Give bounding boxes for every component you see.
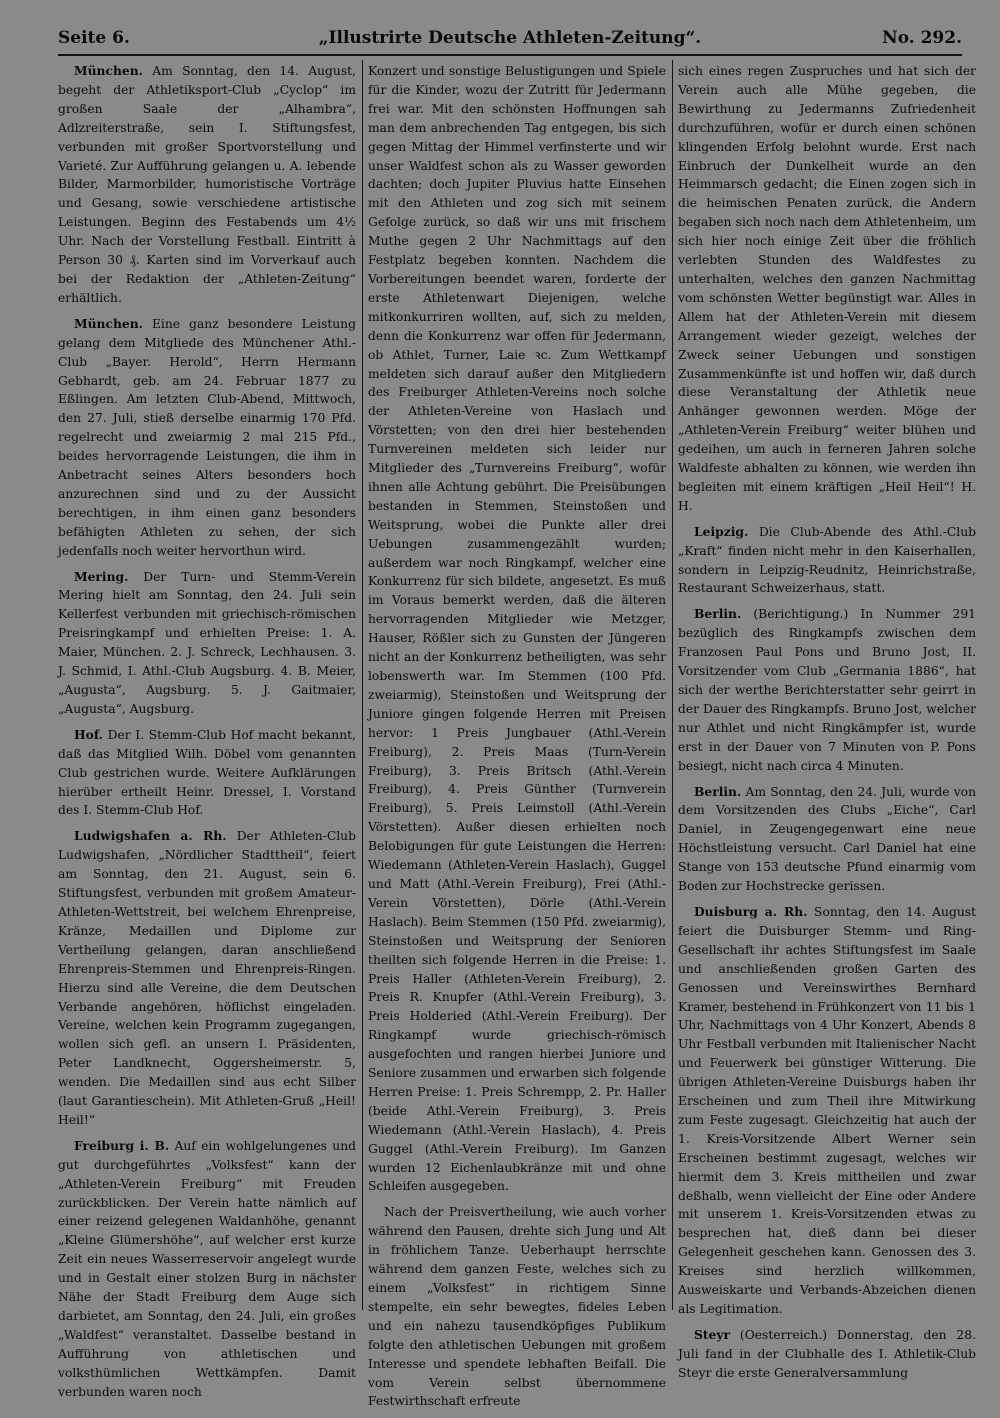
article-text: Der Athleten-Club Ludwigshafen, „Nördlicher Stadttheil“, feiert am Sonntag, den 21. August, sein 6. Stiftungsfest, verbunden mit großem Amateur-Athleten-Wettstreit, bei welchem Ehrenpreise, Kränze, Medaillen und Diplome zur Vertheilung gelangen, daran anschließend Ehrenpreis-Stemmen und Ehrenpreis-Ringen. Hierzu sind alle Vereine, die dem Deutschen Verbande angehören, höflichst eingeladen. Vereine, welchen kein Programm zugegangen, wollen sich gefl. an unsern I. Präsidenten, Peter Landknecht, Oggersheimerstr. 5, wenden. Die Medaillen sind aus echt Silber (laut Garantieschein). Mit Athleten-Gruß „Heil! Heil!“	[58, 829, 356, 1127]
article-heading: Leipzig.	[694, 523, 749, 539]
article-text: Nach der Preisvertheilung, wie auch vorher während den Pausen, drehte sich Jung und Alt in fröhlichem Tanze. Ueberhaupt herrschte während dem ganzen Feste, welches sich zu einem „Volksfest“ in richtigem Sinne stempelte, ein sehr bewegtes, fideles Leben und ein nahezu tausendköpfiges Publikum folgte den athletischen Uebungen mit großem Interesse und spendete lebhaften Beifall. Die vom Verein selbst übernommene Festwirthschaft erfreute	[368, 1205, 666, 1409]
issue-number: No. 292.	[882, 28, 962, 48]
article-heading: Freiburg i. B.	[74, 1137, 170, 1153]
article-heading: Ludwigshafen a. Rh.	[74, 828, 227, 844]
article	[678, 783, 976, 896]
article-continued	[678, 62, 976, 516]
header-rule	[58, 54, 962, 56]
article-heading: München.	[74, 63, 143, 78]
article-text: Am Sonntag, den 24. Juli, wurde von dem Vorsitzenden des Clubs „Eiche“, Carl Daniel, in Zeugengegenwart eine neue Höchstleistung versucht. Carl Daniel hat eine Stange von 153 deutsche Pfund einarmig vom Boden zur Hochstrecke gerissen.	[678, 784, 976, 894]
article-heading: Mering.	[74, 568, 129, 584]
column-3	[678, 62, 976, 1390]
article-text: Eine ganz besondere Leistung gelang dem Mitgliede des Münchener Athl.-Club „Bayer. Herold“, Herrn Hermann Gebhardt, geb. am 24. Februar 1877 zu Eßlingen. Am letzten Club-Abend, Mittwoch, den 27. Juli, stieß derselbe einarmig 170 Pfd. regelrecht und zweiarmig 2 mal 215 Pfd., beides hervorragende Leistungen, die ihm in Anbetracht seines Alters besonders hoch anzurechnen sind und zu der Aussicht berechtigen, in ihm einen ganz besonders befähigten Athleten zu sehen, der sich jedenfalls noch weiter hervorthun wird.	[58, 316, 356, 558]
column-divider	[362, 60, 363, 1310]
page-number: Seite 6.	[58, 28, 130, 48]
newspaper-title: „Illustrirte Deutsche Athleten-Zeitung“.	[318, 28, 702, 48]
article-text: Am Sonntag, den 14. August, begeht der Athletiksport-Club „Cyclop“ im großen Saale der „Alhambra“, Adlzreiterstraße, sein I. Stiftungsfest, verbunden mit großer Sportvorstellung und Varieté. Zur Aufführung gelangen u. A. lebende Bilder, Marmorbilder, humoristische Vorträge und Gesang, sowie verschiedene artistische Leistungen. Beginn des Festabends um 4½ Uhr. Nach der Vorstellung Festball. Eintritt à Person 30 ₰. Karten sind im Vorverkauf auch bei der Redaktion der „Athleten-Zeitung“ erhältlich.	[58, 64, 356, 305]
article-paragraph	[368, 1203, 666, 1411]
article	[58, 726, 356, 821]
article-heading: München.	[74, 315, 143, 331]
article	[58, 315, 356, 561]
article-text: Der I. Stemm-Club Hof macht bekannt, daß das Mitglied Wilh. Döbel vom genannten Club gestrichen wurde. Weitere Aufklärungen hierüber ertheilt Heinr. Dressel, I. Vorstand des I. Stemm-Club Hof.	[58, 727, 356, 818]
article	[678, 523, 976, 599]
column-divider	[672, 60, 673, 1310]
page-header	[58, 22, 962, 56]
column-2	[368, 62, 666, 1418]
article-heading: Hof.	[74, 726, 103, 742]
article-heading: Duisburg a. Rh.	[694, 903, 808, 919]
article-text: (Oesterreich.) Donnerstag, den 28. Juli fand in der Clubhalle des I. Athletik-Club Steyr die erste Generalversammlung	[678, 1327, 976, 1380]
article-text: Die Club-Abende des Athl.-Club „Kraft“ finden nicht mehr in den Kaiserhallen, sondern in Leipzig-Reudnitz, Heinrichstraße, Restaurant Schweizerhaus, statt.	[678, 524, 976, 596]
article-text: (Berichtigung.) In Nummer 291 bezüglich des Ringkampfs zwischen dem Franzosen Paul Pons und Bruno Jost, II. Vorsitzender vom Club „Germania 1886“, hat sich der werthe Berichterstatter sehr geirrt in der Dauer des Ringkampfs. Bruno Jost, welcher nur Athlet und nicht Ringkämpfer ist, wurde erst in der Dauer von 7 Minuten von P. Pons besiegt, nicht nach circa 4 Minuten.	[678, 607, 976, 773]
article	[678, 1326, 976, 1383]
article-heading: Berlin.	[694, 783, 742, 799]
article	[58, 1137, 356, 1402]
author-signature: H. H.	[678, 479, 976, 513]
column-1	[58, 62, 356, 1409]
article-text: Auf ein wohlgelungenes und gut durchgeführtes „Volksfest“ kann der „Athleten-Verein Freiburg“ mit Freuden zurückblicken. Der Verein hatte nämlich auf einer reizend gelegenen Waldanhöhe, genannt „Kleine Glümershöhe“, auf welcher erst kurze Zeit ein neues Wasserreservoir angelegt wurde und in Gestalt einer stolzen Burg in nächster Nähe der Stadt Freiburg dem Auge sich darbietet, am Sonntag, den 24. Juli, ein großes „Waldfest“ veranstaltet. Dasselbe bestand in Aufführung von athletischen und volksthümlichen Wettkämpfen. Damit verbunden waren noch	[58, 1138, 356, 1399]
article	[58, 827, 356, 1130]
article	[678, 605, 976, 775]
article-text: Konzert und sonstige Belustigungen und Spiele für die Kinder, wozu der Zutritt für Jedermann frei war. Mit den schönsten Hoffnungen sah man dem anbrechenden Tag entgegen, bis sich gegen Mittag der Himmel verfinsterte und wir unser Waldfest schon als zu Wasser geworden dachten; doch Jupiter Pluvius hatte Einsehen mit den Athleten und zog sich mit seinem Gefolge zurück, so daß wir uns mit frischem Muthe gegen 2 Uhr Nachmittags auf den Festplatz begeben konnten. Nachdem die Vorbereitungen beendet waren, forderte der erste Athletenwart Diejenigen, welche mitkonkurriren wollten, auf, sich zu melden, denn die Konkurrenz war offen für Jedermann, ob Athlet, Turner, Laie ꝛc. Zum Wettkampf meldeten sich darauf außer den Mitgliedern des Freiburger Athleten-Vereins noch solche der Athleten-Vereine von Haslach und Vörstetten; von den drei hier bestehenden Turnvereinen meldeten sich leider nur Mitglieder des „Turnvereins Freiburg“, wofür ihnen alle Achtung gebührt. Die Preisübungen bestanden in Stemmen, Steinstoßen und Weitsprung, wobei die Punkte aller drei Uebungen zusammengezählt wurden; außerdem war noch Ringkampf, welcher eine Konkurrenz für sich bildete, angesetzt. Es muß im Voraus bemerkt werden, daß die älteren hervorragenden Mitglieder wie Metzger, Hauser, Rößler sich zu Gunsten der Jüngeren nicht an der Konkurrenz betheiligten, was sehr lobenswerth war. Im Stemmen (100 Pfd. zweiarmig), Steinstoßen und Weitsprung der Juniore gingen folgende Herren mit Preisen hervor: 1 Preis Jungbauer (Athl.-Verein Freiburg), 2. Preis Maas (Turn-Verein Freiburg), 3. Preis Britsch (Athl.-Verein Freiburg), 4. Preis Günther (Turnverein Freiburg), 5. Preis Leimstoll (Athl.-Verein Vörstetten). Außer diesen erhielten noch Belobigungen für gute Leistungen die Herren: Wiedemann (Athleten-Verein Haslach), Guggel und Matt (Athl.-Verein Freiburg), Frei (Athl.-Verein Vörstetten), Dörle (Athl.-Verein Haslach). Beim Stemmen (150 Pfd. zweiarmig), Steinstoßen und Weitsprung der Senioren theilten sich folgende Herren in die Preise: 1. Preis Haller (Athleten-Verein Freiburg), 2. Preis R. Knupfer (Athl.-Verein Freiburg), 3. Preis Holderied (Athl.-Verein Freiburg). Der Ringkampf wurde griechisch-römisch ausgefochten und rangen hierbei Juniore und Seniore zusammen und erwarben sich folgende Herren Preise: 1. Preis Schrempp, 2. Pr. Haller (beide Athl.-Verein Freiburg), 3. Preis Wiedemann (Athl.-Verein Haslach), 4. Preis Guggel (Athl.-Verein Freiburg). Im Ganzen wurden 12 Eichenlaubkränze mit und ohne Schleifen ausgegeben.	[368, 64, 666, 1194]
article-heading: Berlin.	[694, 606, 742, 622]
article	[58, 62, 356, 308]
article-text: sich eines regen Zuspruches und hat sich der Verein auch alle Mühe gegeben, die Bewirthung zu Jedermanns Zufriedenheit durchzuführen, wofür er durch einen schönen klingenden Erfolg belohnt wurde. Erst nach Einbruch der Dunkelheit wurde an den Heimmarsch gedacht; die Einen zogen sich in die heimischen Penaten zurück, die Andern begaben sich noch nach dem Athletenheim, um sich hier noch einige Zeit über die fröhlich verlebten Stunden des Waldfestes zu unterhalten, welches den ganzen Nachmittag vom schönsten Wetter begünstigt war. Alles in Allem hat der Athleten-Verein mit diesem Arrangement wieder gezeigt, welches der Zweck seiner Uebungen und sonstigen Zusammenkünfte ist und hoffen wir, daß durch diese Veranstaltung der Athletik neue Anhänger gewonnen werden. Möge der „Athleten-Verein Freiburg“ weiter blühen und gedeihen, um auch in ferneren Jahren solche Waldfeste abhalten zu können, wie werden ihn begleiten mit einem kräftigen „Heil Heil“!	[678, 64, 976, 494]
article-continued	[368, 62, 666, 1196]
article-heading: Steyr	[694, 1326, 731, 1342]
article	[678, 903, 976, 1319]
article	[58, 568, 356, 719]
article-text: Der Turn- und Stemm-Verein Mering hielt am Sonntag, den 24. Juli sein Kellerfest verbunden mit griechisch-römischen Preisringkampf und erhielten Preise: 1. A. Maier, München. 2. J. Schreck, Lechhausen. 3. J. Schmid, I. Athl.-Club Augsburg. 4. B. Meier, „Augusta“, Augsburg. 5. J. Gaitmaier, „Augusta“, Augsburg.	[58, 569, 356, 716]
article-text: Sonntag, den 14. August feiert die Duisburger Stemm- und Ring-Gesellschaft ihr achtes Stiftungsfest im Saale und anschließenden großen Garten des Genossen und Vereinswirthes Bernhard Kramer, bestehend in Frühkonzert von 11 bis 1 Uhr, Nachmittags von 4 Uhr Konzert, Abends 8 Uhr Festball verbunden mit Italienischer Nacht und Feuerwerk bei günstiger Witterung. Die übrigen Athleten-Vereine Duisburgs haben ihr Erscheinen und zum Theil ihre Mitwirkung zum Feste zugesagt. Gleichzeitig hat auch der 1. Kreis-Vorsitzende Albert Werner sein Erscheinen bestimmt zugesagt, welches wir hiermit dem 3. Kreis mittheilen und zwar deßhalb, wenn vielleicht der Eine oder Andere mit unserem 1. Kreis-Vorsitzenden etwas zu besprechen hat, dieß dann bei dieser Gelegenheit geschehen kann. Genossen des 3. Kreises sind herzlich willkommen, Ausweiskarte und Verbands-Abzeichen dienen als Legitimation.	[678, 904, 976, 1316]
